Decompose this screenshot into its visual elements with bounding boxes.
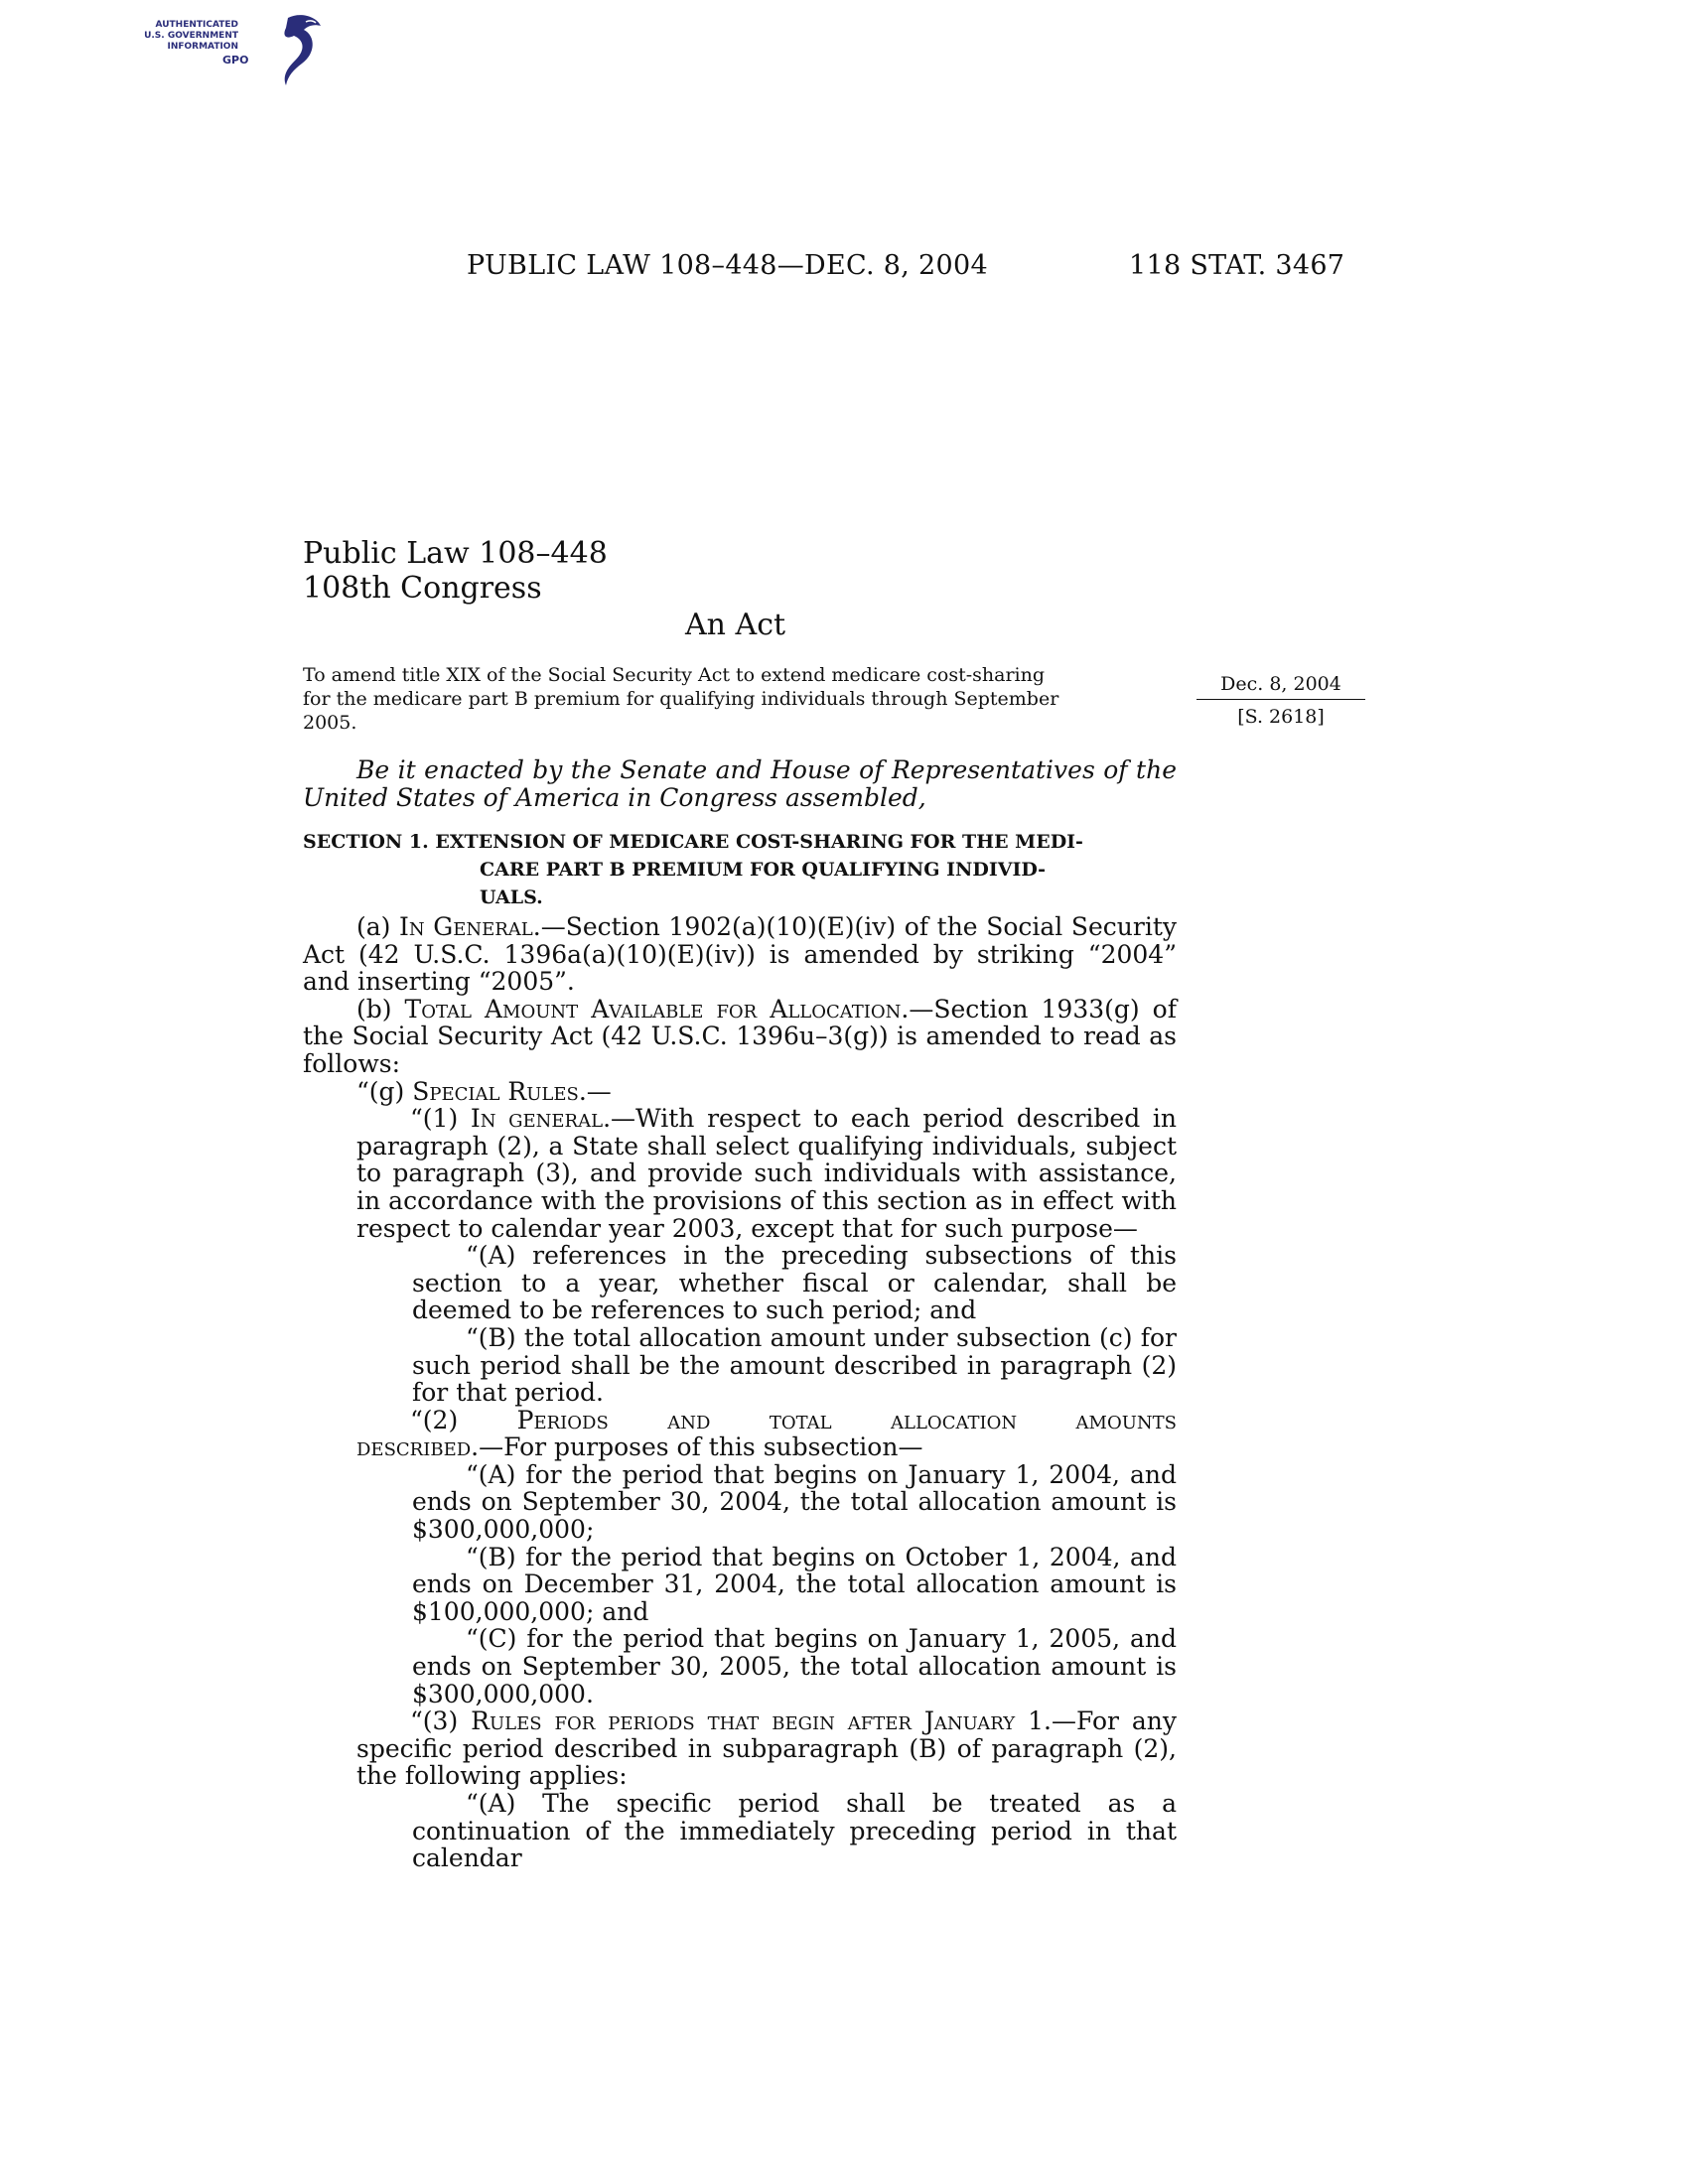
running-head-stat: 118 STAT. 3467 [1129,250,1345,281]
paragraph-2-text: .—For purposes of this subsection— [471,1433,923,1462]
logo-line-3: INFORMATION [167,42,238,52]
paragraph-1-text: .—With respect to each period described in paragraph (2), a State shall select qualifying individuals, subject to paragraph (3), and provide such individuals with assistance, in accordance with the provisions of this section as in effect with respect to calendar year 2003, except that for such purpose— [356,1104,1177,1243]
section-heading-line-2: CARE PART B PREMIUM FOR QUALIFYING INDIVID- [480,859,1047,881]
act-purpose [303,663,1177,735]
subsection-a-text: .—Section 1902(a)(10)(E)(iv) of the Social Security Act (42 U.S.C. 1396a(a)(10)(E)(iv)) is amended by striking “2004” and inserting “2005”. [303,912,1178,997]
subsection-b [303,996,1177,1078]
section-heading-line-3: UALS. [480,887,543,908]
paragraph-3-a: “(A) The specific period shall be treated as a continuation of the immediately preceding period in that calendar [412,1789,1177,1873]
paragraph-1-a: “(A) references in the preceding subsections of this section to a year, whether fiscal or calendar, shall be deemed to be references to such period; and [412,1241,1177,1325]
paragraph-3-label: “(3) [410,1706,472,1736]
paragraph-2-c: “(C) for the period that begins on January 1, 2005, and ends on September 30, 2005, the total allocation amount is $300,000,000. [412,1624,1177,1708]
logo-line-1: AUTHENTICATED [155,20,238,30]
subsection-a-label: (a) [356,912,400,941]
subsection-a-heading: In General [399,912,533,941]
paragraph-3-text: .—For any specific period described in subparagraph (B) of paragraph (2), the following applies: [356,1706,1178,1791]
subsection-g-text: .— [578,1076,612,1106]
paragraph-2-heading: “(2) Periods and total allocation amounts [410,1405,1177,1434]
paragraph-1-label: “(1) [410,1104,471,1134]
subsection-b-text: .—Section 1933(g) of the Social Security Act (42 U.S.C. 1396u–3(g)) is amended to read as follows: [303,994,1177,1078]
enacting-clause: Be it enacted by the Senate and House of Representatives of the United States of America in Congress assembled, [303,755,1177,812]
paragraph-2-heading-cont: described [356,1433,472,1462]
subsection-g-label: “(g) [356,1076,413,1106]
gpo-authentication-seal [139,10,328,99]
paragraph-3 [303,1707,1177,1790]
subsection-a [303,913,1177,996]
purpose-line-3: 2005. [303,712,357,734]
section-heading [303,828,1177,911]
subsection-b-label: (b) [356,994,405,1024]
subsection-g [303,1078,1177,1106]
paragraph-1-heading: In general [470,1104,604,1134]
purpose-line-2: for the medicare part B premium for qualifying individuals through September [303,688,1059,710]
logo-gpo-mark: GPO [222,54,249,67]
paragraph-1-b: “(B) the total allocation amount under subsection (c) for such period shall be the amount described in paragraph (2) for that period. [412,1322,1177,1408]
logo-line-2: U.S. GOVERNMENT [144,31,238,41]
act-title: An Act [685,608,786,642]
paragraph-2-b: “(B) for the period that begins on October 1, 2004, and ends on December 31, 2004, the total allocation amount is $100,000,000; and [412,1542,1177,1626]
law-identification [303,536,608,606]
paragraph-3-heading: Rules for periods that begin after January 1 [471,1706,1045,1736]
section-body [303,913,1177,1872]
congress-number: 108th Congress [303,571,542,606]
subsection-g-heading: Special Rules [412,1076,579,1106]
enactment-date: Dec. 8, 2004 [1196,673,1365,700]
purpose-line-1: To amend title XIX of the Social Security Act to extend medicare cost-sharing [303,664,1046,686]
public-law-number: Public Law 108–448 [303,536,608,571]
paragraph-2-a: “(A) for the period that begins on January 1, 2004, and ends on September 30, 2004, the total allocation amount is $300,000,000; [412,1459,1177,1545]
paragraph-2-intro [303,1433,1177,1461]
margin-note [1196,673,1365,728]
paragraph-1 [303,1105,1177,1242]
bill-number: [S. 2618] [1237,706,1325,728]
section-heading-line-1: SECTION 1. EXTENSION OF MEDICARE COST-SHARING FOR THE MEDI- [303,831,1083,853]
subsection-b-heading: Total Amount Available for Allocation [404,994,902,1024]
running-head-title: PUBLIC LAW 108–448—DEC. 8, 2004 [467,250,988,281]
